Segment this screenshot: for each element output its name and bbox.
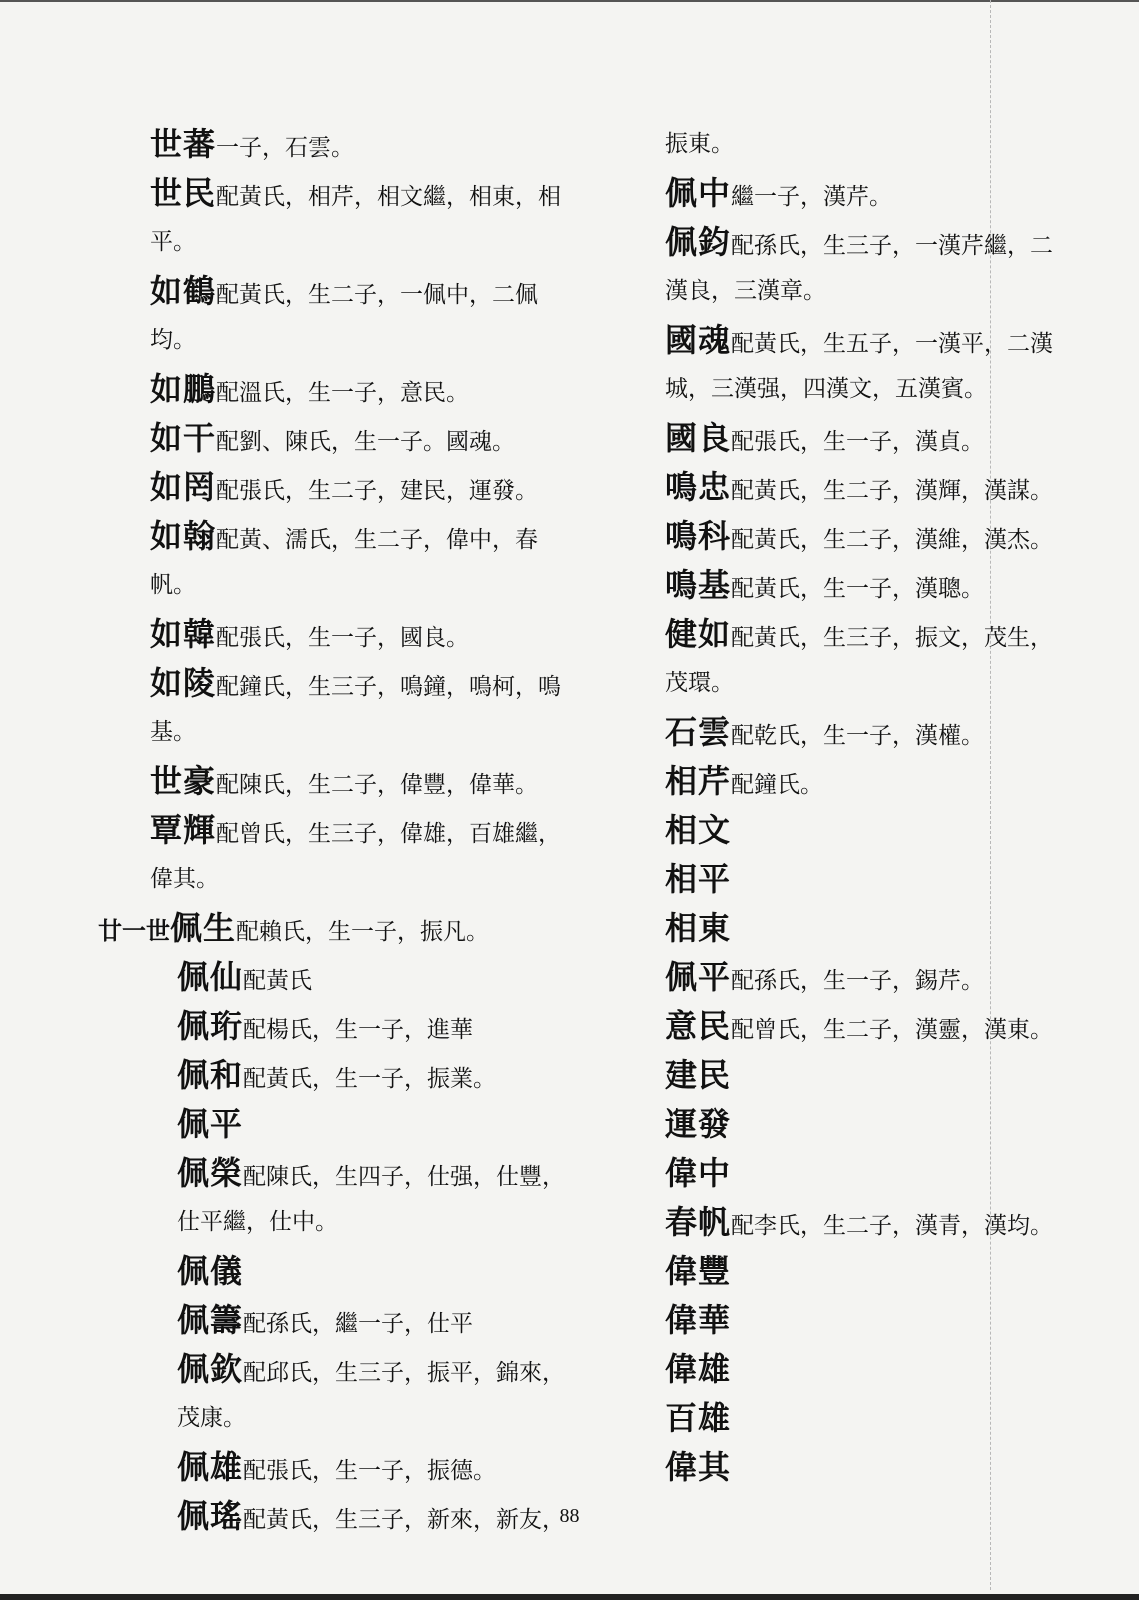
genealogy-entry: [665, 610, 1060, 659]
person-name: 佩珩: [177, 1007, 244, 1045]
genealogy-entry: [150, 855, 570, 904]
person-name: 相芹: [665, 762, 732, 800]
person-name: 世豪: [150, 762, 217, 800]
person-description: 配劉、陳氏，生一子。國魂。: [216, 429, 516, 455]
genealogy-entry: [150, 659, 570, 708]
continuation-text: 城，三漢强，四漢文，五漢賓。: [665, 376, 987, 402]
person-description: 配陳氏，生四子，仕强，仕豐，: [243, 1164, 566, 1190]
genealogy-entry: [150, 806, 570, 855]
genealogy-entry: [150, 561, 570, 610]
genealogy-entry: [665, 218, 1060, 267]
genealogy-entry: [150, 757, 570, 806]
genealogy-entry: [150, 1443, 570, 1492]
genealogy-entry: [665, 904, 1060, 953]
person-name: 偉其: [665, 1448, 732, 1486]
genealogy-entry: [150, 1296, 570, 1345]
left-column: [98, 120, 570, 1541]
genealogy-entry: [150, 512, 570, 561]
genealogy-entry: [150, 120, 570, 169]
person-name: 佩儀: [177, 1252, 244, 1290]
genealogy-entry: [665, 659, 1060, 708]
person-name: 國良: [665, 419, 732, 457]
continuation-text: 仕平繼，仕中。: [177, 1209, 338, 1235]
continuation-text: 均。: [150, 327, 196, 353]
person-name: 世民: [150, 174, 217, 212]
genealogy-entry: [150, 463, 570, 512]
genealogy-entry: [150, 414, 570, 463]
continuation-text: 偉其。: [150, 866, 219, 892]
person-description: 配鐘氏，生三子，鳴鐘，鳴柯，鳴: [216, 674, 562, 700]
person-description: 配黃氏，生二子，漢維，漢杰。: [731, 527, 1054, 553]
genealogy-entry: [665, 1051, 1060, 1100]
genealogy-entry: [665, 267, 1060, 316]
genealogy-entry: [665, 365, 1060, 414]
continuation-text: 漢良，三漢章。: [665, 278, 826, 304]
person-description: 配陳氏，生二子，偉豐，偉華。: [216, 772, 539, 798]
person-description: 配黃氏，生一子，漢聰。: [731, 576, 985, 602]
person-name: 國魂: [665, 321, 732, 359]
person-description: 配張氏，生一子，漢貞。: [731, 429, 985, 455]
genealogy-entry: [150, 953, 570, 1002]
person-description: 一子，石雲。: [216, 135, 355, 161]
genealogy-entry: [150, 267, 570, 316]
person-description: 配楊氏，生一子，進華: [243, 1017, 474, 1043]
genealogy-entry: [665, 316, 1060, 365]
person-name: 佩平: [177, 1105, 244, 1143]
person-description: 配黃氏，相芹，相文繼，相東，相: [216, 184, 562, 210]
person-name: 相平: [665, 860, 732, 898]
genealogy-entry: [150, 1247, 570, 1296]
person-name: 鳴基: [665, 566, 732, 604]
person-name: 偉中: [665, 1154, 732, 1192]
person-description: 配黃氏，生三子，新來，新友，: [243, 1507, 566, 1533]
person-description: 配黃氏，生一子，振業。: [243, 1066, 497, 1092]
person-description: 配黃氏，生三子，振文，茂生，: [731, 625, 1054, 651]
person-name: 運發: [665, 1105, 732, 1143]
genealogy-entry: [150, 1002, 570, 1051]
person-description: 配黃氏，生二子，一佩中，二佩: [216, 282, 539, 308]
genealogy-entry: [665, 757, 1060, 806]
person-name: 春帆: [665, 1203, 732, 1241]
genealogy-entry: [150, 708, 570, 757]
genealogy-entry: [150, 1345, 570, 1394]
person-name: 如韓: [150, 615, 217, 653]
person-description: 配黃、濡氏，生二子，偉中，春: [216, 527, 539, 553]
person-name: 如干: [150, 419, 217, 457]
person-name: 佩鈞: [665, 223, 732, 261]
genealogy-entry: [98, 904, 570, 953]
person-name: 百雄: [665, 1399, 732, 1437]
genealogy-entry: [665, 1198, 1060, 1247]
person-name: 佩中: [665, 174, 732, 212]
genealogy-entry: [665, 1149, 1060, 1198]
genealogy-entry: [665, 1443, 1060, 1492]
person-name: 鳴忠: [665, 468, 732, 506]
genealogy-entry: [665, 512, 1060, 561]
person-name: 覃輝: [150, 811, 217, 849]
genealogy-entry: [665, 169, 1060, 218]
genealogy-entry: [665, 953, 1060, 1002]
genealogy-entry: [665, 463, 1060, 512]
person-description: 配張氏，生二子，建民，運發。: [216, 478, 539, 504]
person-name: 佩仙: [177, 958, 244, 996]
genealogy-entry: [665, 1345, 1060, 1394]
person-name: 偉豐: [665, 1252, 732, 1290]
generation-marker: 廿一世: [98, 916, 170, 945]
person-name: 如罔: [150, 468, 217, 506]
continuation-text: 振東。: [665, 131, 734, 157]
person-name: 如陵: [150, 664, 217, 702]
person-name: 世蕃: [150, 125, 217, 163]
person-description: 配孫氏，生三子，一漢芹繼，二: [731, 233, 1054, 259]
genealogy-entry: [665, 708, 1060, 757]
continuation-text: 茂康。: [177, 1405, 246, 1431]
genealogy-entry: [150, 1051, 570, 1100]
genealogy-entry: [665, 1296, 1060, 1345]
genealogy-entry: [665, 414, 1060, 463]
person-name: 建民: [665, 1056, 732, 1094]
person-name: 佩瑤: [177, 1497, 244, 1535]
person-description: 配賴氏，生一子，振凡。: [236, 919, 490, 945]
person-name: 相文: [665, 811, 732, 849]
person-description: 配張氏，生一子，國良。: [216, 625, 470, 651]
genealogy-entry: [665, 806, 1060, 855]
genealogy-entry: [150, 1198, 570, 1247]
person-name: 健如: [665, 615, 732, 653]
person-name: 佩平: [665, 958, 732, 996]
genealogy-entry: [665, 855, 1060, 904]
continuation-text: 茂環。: [665, 670, 734, 696]
person-description: 配張氏，生一子，振德。: [243, 1458, 497, 1484]
continuation-text: 基。: [150, 719, 196, 745]
genealogy-entry: [665, 120, 1060, 169]
person-description: 配鐘氏。: [731, 772, 824, 798]
genealogy-entry: [150, 1149, 570, 1198]
person-name: 佩生: [170, 909, 237, 947]
person-name: 偉雄: [665, 1350, 732, 1388]
person-name: 鳴科: [665, 517, 732, 555]
genealogy-entry: [665, 1394, 1060, 1443]
person-description: 配邱氏，生三子，振平，錦來，: [243, 1360, 566, 1386]
person-description: 配黃氏，生五子，一漢平，二漢: [731, 331, 1054, 357]
right-column: [665, 120, 1060, 1492]
genealogy-entry: [150, 365, 570, 414]
person-name: 偉華: [665, 1301, 732, 1339]
page-bottom-edge: [0, 1594, 1139, 1600]
person-name: 如鶴: [150, 272, 217, 310]
person-name: 佩和: [177, 1056, 244, 1094]
genealogy-entry: [150, 316, 570, 365]
person-description: 配孫氏，生一子，錫芹。: [731, 968, 985, 994]
genealogy-entry: [150, 1394, 570, 1443]
person-name: 石雲: [665, 713, 732, 751]
person-description: 配李氏，生二子，漢青，漢均。: [731, 1213, 1054, 1239]
person-description: 配溫氏，生一子，意民。: [216, 380, 470, 406]
person-name: 意民: [665, 1007, 732, 1045]
person-description: 配黃氏: [243, 968, 313, 994]
page-number: 88: [559, 1505, 580, 1527]
person-name: 相東: [665, 909, 732, 947]
genealogy-entry: [665, 561, 1060, 610]
genealogy-entry: [150, 1100, 570, 1149]
page-top-edge: [0, 0, 1139, 2]
person-description: 配曾氏，生二子，漢靈，漢東。: [731, 1017, 1054, 1043]
person-description: 配乾氏，生一子，漢權。: [731, 723, 985, 749]
person-name: 佩籌: [177, 1301, 244, 1339]
genealogy-entry: [150, 169, 570, 218]
continuation-text: 平。: [150, 229, 196, 255]
person-name: 佩欽: [177, 1350, 244, 1388]
person-name: 佩雄: [177, 1448, 244, 1486]
genealogy-entry: [150, 218, 570, 267]
genealogy-entry: [665, 1100, 1060, 1149]
person-name: 如鵬: [150, 370, 217, 408]
continuation-text: 帆。: [150, 572, 196, 598]
person-description: 配孫氏，繼一子，仕平: [243, 1311, 474, 1337]
person-description: 繼一子，漢芹。: [731, 184, 893, 210]
genealogy-entry: [665, 1002, 1060, 1051]
person-description: 配曾氏，生三子，偉雄，百雄繼，: [216, 821, 562, 847]
genealogy-entry: [665, 1247, 1060, 1296]
genealogy-entry: [150, 610, 570, 659]
person-name: 如翰: [150, 517, 217, 555]
person-description: 配黃氏，生二子，漢輝，漢謀。: [731, 478, 1054, 504]
person-name: 佩榮: [177, 1154, 244, 1192]
